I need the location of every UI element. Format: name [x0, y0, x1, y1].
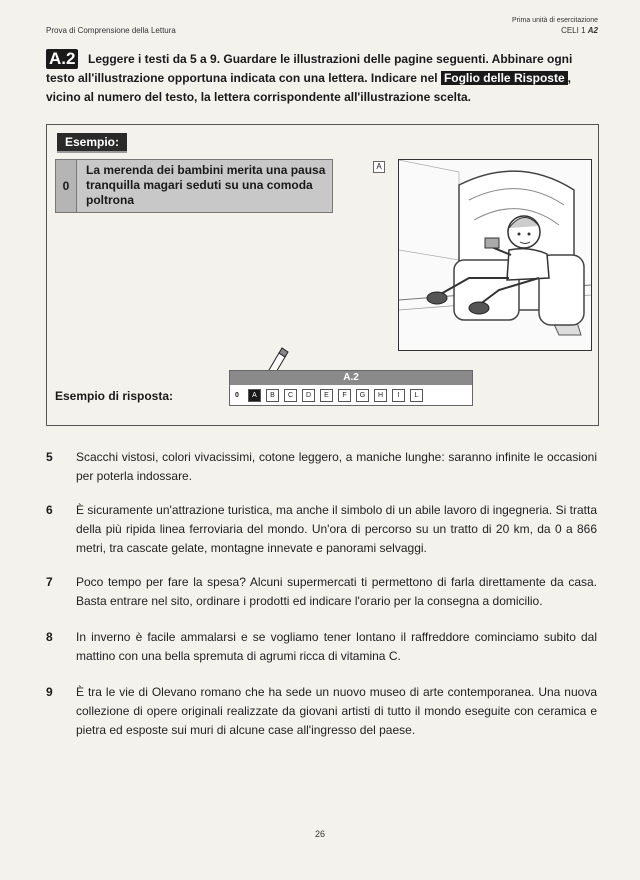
item-6	[46, 501, 597, 558]
answer-cell-g: G	[356, 389, 369, 402]
example-label: Esempio:	[57, 133, 127, 153]
item-number: 6	[46, 503, 53, 517]
example-answer-label: Esempio di risposta:	[55, 389, 174, 403]
item-7	[46, 573, 597, 611]
instructions-part2: , vicino al numero del testo, la lettera corrispondente all'illustrazione scelta.	[46, 71, 571, 104]
answer-cell-e: E	[320, 389, 333, 402]
header-level-name: CELI 1	[561, 26, 586, 35]
answer-grid-item-number: 0	[235, 391, 239, 399]
page-number: 26	[314, 829, 325, 839]
item-number: 9	[46, 685, 53, 699]
illustration-letter: A	[373, 161, 385, 173]
item-text: È sicuramente un'attrazione turistica, ma anche il simbolo di un abile lavoro di ingegneria. Si tratta della più ripida linea ferroviaria del mondo. Un'ora di percorso su un tratto di 20 km, da 0 a 866 metri, tra cascate gelate, montagne innevate e panorami selvaggi.	[76, 503, 597, 555]
item-text: È tra le vie di Olevano romano che ha sede un nuovo museo di arte contemporanea. Una nuova collezione di opere originali realizzate da giovani artisti di tutto il mondo eseguite con ceramica e pietra ed esposte sui muri di alcune case all'ingresso del paese.	[76, 685, 597, 737]
answer-cell-f: F	[338, 389, 351, 402]
item-number: 7	[46, 575, 53, 589]
header-section-title: Prova di Comprensione della Lettura	[46, 26, 176, 35]
answer-cell-i: I	[392, 389, 405, 402]
header-unit-label: Prima unità di esercitazione	[512, 17, 598, 24]
example-answer-grid	[229, 370, 473, 406]
item-8	[46, 628, 597, 666]
item-text: Poco tempo per fare la spesa? Alcuni supermercati ti permettono di farla direttamente da casa. Basta entrare nel sito, ordinare i prodotti ed indicare l'orario per la consegna a domicilio.	[76, 575, 597, 608]
answer-cell-d: D	[302, 389, 315, 402]
answer-cell-h: H	[374, 389, 387, 402]
illustration-drawing	[399, 160, 591, 350]
item-text: In inverno è facile ammalarsi e se vogliamo tener lontano il raffreddore cominciamo subito dal mattino con una bella spremuta di agrumi ricca di vitamina C.	[76, 630, 597, 663]
task-instructions	[46, 50, 596, 107]
task-badge: A.2	[46, 49, 78, 69]
item-text: Scacchi vistosi, colori vivacissimi, cotone leggero, a maniche lunghe: saranno infinite le occasioni per poterla indossare.	[76, 450, 597, 483]
answer-cell-l: L	[410, 389, 423, 402]
answer-cell-a: A	[248, 389, 261, 402]
header-level	[561, 26, 598, 35]
child-armchair-illustration	[398, 159, 592, 351]
example-number: 0	[56, 160, 77, 212]
item-number: 8	[46, 630, 53, 644]
header-level-suffix: A2	[587, 26, 598, 35]
answer-cell-b: B	[266, 389, 279, 402]
item-number: 5	[46, 450, 53, 464]
answer-grid-title: A.2	[230, 371, 472, 385]
example-sentence: La merenda dei bambini merita una pausa tranquilla magari seduti su una comoda poltrona	[86, 163, 326, 207]
example-box	[46, 124, 599, 426]
answer-cell-c: C	[284, 389, 297, 402]
item-9	[46, 683, 597, 740]
instructions-part1: Leggere i testi da 5 a 9. Guardare le illustrazioni delle pagine seguenti. Abbinare ogni testo all'illustrazione opportuna indicata con una lettera. Indicare nel	[46, 52, 573, 85]
item-5	[46, 448, 597, 486]
example-text-box	[55, 159, 333, 213]
answer-sheet-reference: Foglio delle Risposte	[441, 71, 568, 85]
answer-grid-row	[230, 385, 472, 405]
